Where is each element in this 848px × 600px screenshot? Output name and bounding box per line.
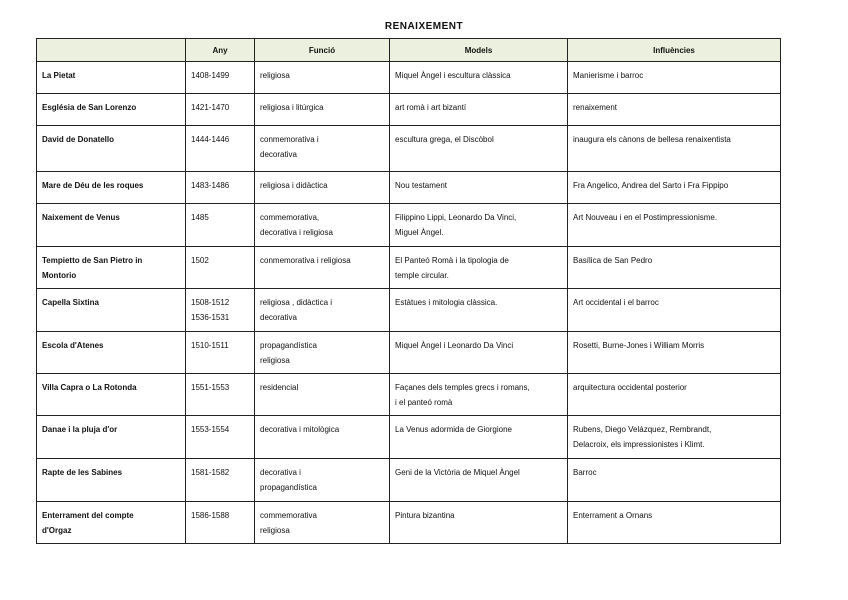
cell-text: propagandística [260,483,317,492]
cell-text: commemorativa, [260,213,320,222]
cell-function [255,374,390,416]
cell-text: Montorio [42,271,77,280]
cell-text: commemorativa [260,511,317,520]
cell-text: Naixement de Venus [42,213,120,222]
cell-text: Art occidental i el barroc [573,298,659,307]
cell-text: residencial [260,383,299,392]
cell-function [255,94,390,126]
cell-text: Estàtues i mitologia clàssica. [395,298,498,307]
cell-text: Miquel Àngel i escultura clàssica [395,71,511,80]
header-row [37,39,781,62]
cell-text: Capella Sixtina [42,298,99,307]
cell-text: 1502 [191,256,209,265]
cell-text: Fra Angelico, Andrea del Sarto i Fra Fippipo [573,181,729,190]
cell-text: temple circular. [395,271,449,280]
cell-function [255,204,390,247]
table-row [37,502,781,544]
cell-text: Geni de la Victòria de Miquel Àngel [395,468,520,477]
cell-function [255,247,390,289]
cell-text: decorativa i [260,468,301,477]
cell-text: Tempietto de San Pietro in [42,256,143,265]
cell-text: religiosa [260,71,290,80]
header-function: Funció [255,39,390,62]
renaixement-table [36,38,781,544]
cell-influences [568,459,781,502]
cell-text: Enterrament del compte [42,511,134,520]
cell-influences [568,247,781,289]
cell-models [390,502,568,544]
cell-text: Mare de Déu de les roques [42,181,144,190]
cell-year [186,332,255,374]
cell-text: Rosetti, Burne-Jones i William Morris [573,341,705,350]
cell-text: 1551-1553 [191,383,230,392]
cell-name [37,247,186,289]
cell-name [37,289,186,332]
cell-influences [568,204,781,247]
cell-text: religiosa i didàctica [260,181,328,190]
cell-text: Escola d'Atenes [42,341,104,350]
cell-text: Rapte de les Sabines [42,468,123,477]
cell-text: Art Nouveau i en el Postimpressionisme. [573,213,718,222]
cell-text: Nou testament [395,181,448,190]
cell-text: Miguel Àngel. [395,228,444,237]
cell-text: decorativa i religiosa [260,228,333,237]
cell-function [255,289,390,332]
cell-text: 1510-1511 [191,341,229,350]
cell-models [390,94,568,126]
cell-text: propagandística [260,341,317,350]
cell-text: 1581-1582 [191,468,230,477]
cell-text: 1408-1499 [191,71,230,80]
cell-text: Rubens, Diego Velázquez, Rembrandt, [573,425,712,434]
cell-text: Manierisme i barroc [573,71,644,80]
cell-text: conmemorativa i religiosa [260,256,351,265]
cell-text: 1444-1446 [191,135,230,144]
cell-year [186,172,255,204]
cell-text: Basílica de San Pedro [573,256,653,265]
table-row [37,416,781,459]
cell-models [390,172,568,204]
cell-text: El Panteó Romà i la tipologia de [395,256,509,265]
cell-text: 1586-1588 [191,511,230,520]
cell-influences [568,416,781,459]
cell-year [186,502,255,544]
cell-year [186,204,255,247]
cell-text: d'Orgaz [42,526,72,535]
cell-models [390,416,568,459]
cell-year [186,459,255,502]
cell-text: renaixement [573,103,618,112]
table-row [37,289,781,332]
cell-text: 1421-1470 [191,103,230,112]
cell-models [390,62,568,94]
cell-text: Església de San Lorenzo [42,103,137,112]
cell-influences [568,502,781,544]
cell-text: 1483-1486 [191,181,230,190]
cell-text: La Venus adormida de Giorgione [395,425,512,434]
cell-function [255,502,390,544]
cell-text: decorativa [260,150,297,159]
cell-influences [568,62,781,94]
table-row [37,204,781,247]
header-year: Any [186,39,255,62]
cell-name [37,172,186,204]
cell-text: escultura grega, el Discòbol [395,135,494,144]
cell-function [255,459,390,502]
cell-function [255,416,390,459]
table-row [37,374,781,416]
cell-models [390,332,568,374]
table-body [37,62,781,544]
cell-text: religiosa [260,526,290,535]
cell-influences [568,94,781,126]
cell-influences [568,126,781,172]
cell-function [255,126,390,172]
cell-function [255,172,390,204]
cell-text: 1485 [191,213,209,222]
header-name [37,39,186,62]
cell-year [186,94,255,126]
cell-text: arquitectura occidental posterior [573,383,687,392]
cell-text: Miquel Àngel i Leonardo Da Vinci [395,341,514,350]
cell-text: Delacroix, els impressionistes i Klimt. [573,440,705,449]
cell-text: 1536-1531 [191,313,230,322]
cell-name [37,126,186,172]
cell-year [186,126,255,172]
table-row [37,126,781,172]
cell-text: decorativa i mitològica [260,425,340,434]
cell-models [390,126,568,172]
cell-text: religiosa [260,356,290,365]
cell-text: decorativa [260,313,297,322]
cell-name [37,374,186,416]
cell-text: 1508-1512 [191,298,230,307]
cell-text: religiosa i litúrgica [260,103,324,112]
cell-text: religiosa , didàctica i [260,298,333,307]
table-row [37,172,781,204]
cell-name [37,62,186,94]
page-title: RENAIXEMENT [384,21,464,32]
cell-models [390,289,568,332]
cell-function [255,332,390,374]
cell-models [390,459,568,502]
table-row [37,459,781,502]
cell-models [390,374,568,416]
cell-influences [568,332,781,374]
cell-models [390,247,568,289]
cell-text: David de Donatello [42,135,115,144]
cell-name [37,332,186,374]
cell-influences [568,374,781,416]
cell-name [37,204,186,247]
cell-text: Danae i la pluja d'or [42,425,118,434]
cell-name [37,459,186,502]
cell-influences [568,172,781,204]
cell-text: Pintura bizantina [395,511,455,520]
cell-text: Façanes dels temples grecs i romans, [395,383,530,392]
cell-text: 1553-1554 [191,425,230,434]
cell-name [37,416,186,459]
cell-text: Enterrament a Ornans [573,511,653,520]
cell-function [255,62,390,94]
cell-text: La Pietat [42,71,76,80]
cell-models [390,204,568,247]
cell-text: inaugura els cànons de bellesa renaixentista [573,135,731,144]
table-row [37,247,781,289]
cell-year [186,62,255,94]
cell-name [37,94,186,126]
cell-text: conmemorativa i [260,135,319,144]
cell-text: Barroc [573,468,597,477]
header-influences: Influències [568,39,781,62]
cell-text: Villa Capra o La Rotonda [42,383,137,392]
cell-year [186,289,255,332]
cell-text: Filippino Lippi, Leonardo Da Vinci, [395,213,517,222]
table-row [37,94,781,126]
header-models: Models [390,39,568,62]
cell-text: art romà i art bizantí [395,103,467,112]
table-row [37,62,781,94]
cell-year [186,374,255,416]
cell-year [186,416,255,459]
cell-year [186,247,255,289]
cell-name [37,502,186,544]
cell-text: i el panteó romà [395,398,453,407]
table-row [37,332,781,374]
cell-influences [568,289,781,332]
